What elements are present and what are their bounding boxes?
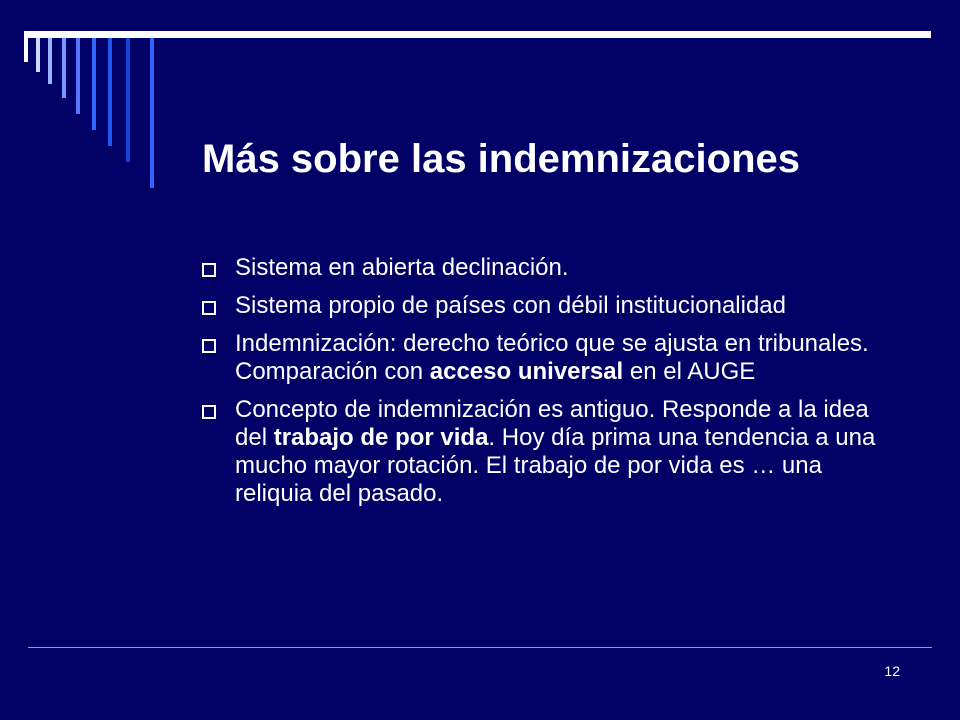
bullet-item — [197, 330, 897, 386]
bullet-item — [197, 292, 897, 320]
slide-title: Más sobre las indemnizaciones — [202, 136, 800, 181]
decorative-bars — [0, 0, 170, 200]
bullet-text: Indemnización: derecho teórico que se ajusta en tribunales. Comparación con — [235, 330, 869, 385]
bullet-text: Sistema en abierta declinación. — [235, 254, 569, 281]
bullet-text: Sistema propio de países con débil institucionalidad — [235, 292, 787, 319]
bullet-emphasis: acceso universal — [429, 358, 624, 385]
bottom-rule — [28, 647, 932, 648]
decorative-bar — [62, 38, 66, 98]
bullet-item — [197, 254, 897, 282]
bullet-list — [197, 254, 897, 518]
decorative-bar — [76, 38, 80, 114]
bullet-text: . Hoy día prima una tendencia a una mucho mayor rotación. El trabajo de por vida es … una reliquia del pasado. — [235, 424, 876, 507]
decorative-bar — [92, 38, 96, 130]
bullet-text: en el AUGE — [623, 358, 756, 385]
bullet-emphasis: trabajo de por vida — [273, 424, 489, 451]
decorative-bar — [36, 38, 40, 72]
square-bullet-icon — [202, 301, 216, 315]
square-bullet-icon — [202, 405, 216, 419]
bullet-item — [197, 396, 897, 508]
bullet-text: Concepto de indemnización es antiguo. Responde a la idea del — [235, 396, 869, 451]
decorative-bar — [126, 38, 130, 162]
decorative-bar — [48, 38, 52, 84]
decorative-bar — [150, 38, 154, 188]
decorative-bar — [108, 38, 112, 146]
square-bullet-icon — [202, 263, 216, 277]
decorative-bar — [24, 38, 28, 62]
page-number: 12 — [884, 663, 900, 679]
square-bullet-icon — [202, 339, 216, 353]
